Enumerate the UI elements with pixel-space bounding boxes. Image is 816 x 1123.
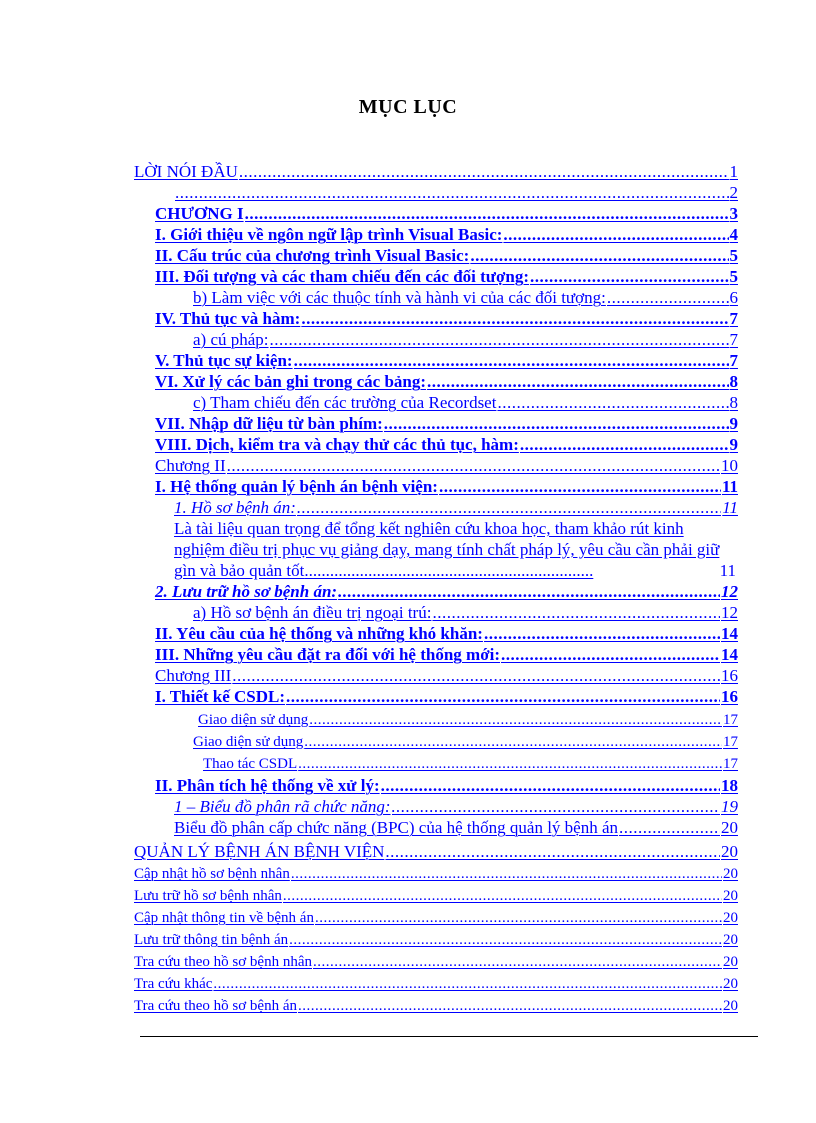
toc-entry-page: 11 [722,498,738,517]
toc-leader [619,818,720,838]
toc-entry-page: 7 [729,309,738,328]
toc-leader [384,414,729,434]
toc-entry[interactable] [155,454,738,476]
toc-entry[interactable] [174,795,738,817]
toc-entry-page: 11 [719,561,736,580]
toc-entry[interactable] [134,840,738,862]
toc-entry-page: 17 [723,756,738,772]
toc-leader [530,267,728,287]
toc-entry[interactable] [155,433,738,455]
toc-entry[interactable] [134,906,738,928]
toc-entry[interactable] [134,862,738,884]
toc-entry-text: II. Cấu trúc của chương trình Visual Basic: [155,246,470,265]
toc-entry[interactable] [134,928,738,950]
toc-entry-text: Thao tác CSDL [203,756,298,772]
toc-leader [392,797,720,817]
toc-leader [385,842,720,862]
toc-entry-text: a) cú pháp: [193,330,269,349]
toc-leader [309,710,722,730]
toc-entry-page: 8 [729,393,738,412]
toc-entry-page: 20 [721,842,738,861]
toc-entry-text: II. Phân tích hệ thống về xử lý: [155,776,380,795]
toc-leader [304,732,722,752]
toc-entry-page: 7 [729,330,738,349]
toc-entry-page: 14 [721,624,738,643]
toc-entry-page: 18 [721,776,738,795]
toc-entry-text: Cập nhật thông tin về bệnh án [134,910,314,926]
toc-entry-page: 5 [729,246,738,265]
toc-entry-text: Giao diện sử dụng [193,734,304,750]
toc-entry[interactable] [155,412,738,434]
toc-entry[interactable] [193,730,738,752]
toc-entry-page: 17 [723,712,738,728]
toc-entry-page: 14 [721,645,738,664]
bottom-divider [140,1036,758,1037]
toc-leader [501,645,720,665]
toc-entry-text: Chương II [155,456,226,475]
toc-entry[interactable] [155,643,738,665]
toc-entry-text: I. Hệ thống quản lý bệnh án bệnh viện: [155,477,438,496]
toc-leader [232,666,720,686]
toc-entry[interactable] [174,816,738,838]
toc-entry[interactable] [193,286,738,308]
toc-entry[interactable] [134,972,738,994]
toc-entry-page: 20 [721,818,738,837]
toc-entry-text: Tra cứu khác [134,976,213,992]
toc-entry-page: 12 [721,603,738,622]
toc-entry[interactable] [134,160,738,182]
toc-leader [338,582,720,602]
toc-entry[interactable] [155,475,738,497]
toc-entry[interactable] [193,391,738,413]
toc-entry[interactable] [155,370,738,392]
toc-entry[interactable] [174,181,738,203]
toc-entry-text: III. Đối tượng và các tham chiếu đến các đối tượng: [155,267,530,286]
toc-entry-paragraph[interactable]: Là tài liệu quan trọng để tổng kết nghiên cứu khoa học, tham khảo rút kinh nghiệm điều trị phục vụ giảng dạy, mang tính chất pháp lý, yêu cầu cần phải giữ gìn và bảo quản tốt.................................................................... 11 [174,519,736,580]
toc-leader [175,183,729,203]
toc-leader [245,204,729,224]
toc-entry-page: 7 [729,351,738,370]
toc-entry-text: a) Hồ sơ bệnh án điều trị ngoại trú: [193,603,432,622]
toc-entry[interactable] [155,202,738,224]
toc-entry-text: IV. Thủ tục và hàm: [155,309,301,328]
toc-leader [291,864,722,884]
toc-entry-page: 20 [723,998,738,1014]
toc-entry[interactable] [155,622,738,644]
toc-leader [497,393,728,413]
toc-entry-page: 19 [721,797,738,816]
toc-entry-page: 12 [721,582,738,601]
toc-entry[interactable] [155,349,738,371]
toc-entry[interactable] [155,685,738,707]
toc-entry-page: 2 [729,183,738,202]
toc-entry-text: Tra cứu theo hồ sơ bệnh nhân [134,954,312,970]
toc-entry[interactable] [134,950,738,972]
toc-leader [270,330,729,350]
toc-leader [432,603,720,623]
toc-entry-page: 9 [729,414,738,433]
toc-entry-page: 9 [729,435,738,454]
toc-leader [294,351,729,371]
toc-entry[interactable] [198,708,738,730]
toc-entry-text: I. Thiết kế CSDL: [155,687,286,706]
toc-leader [427,372,728,392]
toc-entry-page: 16 [721,687,738,706]
toc-entry-text: LỜI NÓI ĐẦU [134,162,238,181]
toc-entry[interactable] [155,580,738,602]
toc-entry[interactable] [193,601,738,623]
toc-leader [298,754,722,774]
toc-leader [213,974,722,994]
toc-leader [520,435,729,455]
toc-title: MỤC LỤC [358,96,458,118]
toc-leader [503,225,728,245]
toc-leader [298,996,722,1016]
toc-entry-text: Cập nhật hồ sơ bệnh nhân [134,866,290,882]
toc-entry-text: 2. Lưu trữ hồ sơ bệnh án: [155,582,338,601]
toc-entry-page: 1 [729,162,738,181]
toc-entry-page: 3 [729,204,738,223]
toc-leader [239,162,729,182]
toc-entry[interactable] [155,307,738,329]
toc-entry-page: 11 [721,477,738,496]
toc-entry[interactable] [134,994,738,1016]
toc-leader [289,930,722,950]
toc-leader [381,776,720,796]
toc-leader [484,624,720,644]
toc-leader [301,309,728,329]
toc-entry-page: 16 [721,666,738,685]
toc-entry[interactable] [155,244,738,266]
toc-leader [470,246,728,266]
toc-entry-text: Chương III [155,666,232,685]
toc-entry-page: 6 [729,288,738,307]
toc-leader [607,288,729,308]
toc-entry-text: Là tài liệu quan trọng để tổng kết nghiên cứu khoa học, tham khảo rút kinh nghiệm điều trị phục vụ giảng dạy, mang tính chất pháp lý, yêu cầu cần phải giữ gìn và bảo quản tốt [174,519,720,580]
toc-entry-text: I. Giới thiệu về ngôn ngữ lập trình Visual Basic: [155,225,503,244]
toc-entry-text: 1. Hồ sơ bệnh án: [174,498,296,517]
toc-entry-page: 5 [729,267,738,286]
toc-entry[interactable] [174,496,738,518]
toc-entry-text: b) Làm việc với các thuộc tính và hành vi của các đối tượng: [193,288,606,307]
toc-entry-text: Giao diện sử dụng [198,712,309,728]
toc-entry-text: VII. Nhập dữ liệu từ bàn phím: [155,414,383,433]
toc-entry-page: 20 [723,866,738,882]
toc-leader [439,477,721,497]
toc-leader [315,908,722,928]
toc-entry-page: 20 [723,888,738,904]
toc-leader [286,687,720,707]
toc-entry[interactable] [155,265,738,287]
toc-entry-page: 20 [723,910,738,926]
toc-entry[interactable] [134,884,738,906]
toc-entry[interactable] [203,752,738,774]
toc-entry-text: c) Tham chiếu đến các trường của Recordset [193,393,497,412]
toc-leader [227,456,720,476]
toc-entry-text: V. Thủ tục sự kiện: [155,351,293,370]
toc-entry-text: 1 – Biểu đồ phân rã chức năng: [174,797,391,816]
toc-entry-text: Biểu đồ phân cấp chức năng (BPC) của hệ thống quản lý bệnh án [174,818,619,837]
toc-entry-text: II. Yêu cầu của hệ thống và những khó khăn: [155,624,483,643]
toc-entry[interactable] [155,664,738,686]
toc-entry-page: 8 [729,372,738,391]
toc-leader [297,498,721,518]
toc-entry-text: CHƯƠNG I [155,204,244,223]
toc-entry-text: Tra cứu theo hồ sơ bệnh án [134,998,297,1014]
toc-entry-page: 20 [723,954,738,970]
toc-entry-page: 4 [729,225,738,244]
toc-entry-page: 10 [721,456,738,475]
toc-leader [283,886,722,906]
toc-leader [313,952,722,972]
toc-entry[interactable] [155,223,738,245]
toc-entry[interactable] [193,328,738,350]
toc-entry-text: VI. Xử lý các bản ghi trong các bảng: [155,372,427,391]
toc-entry-page: 20 [723,932,738,948]
toc-entry[interactable] [155,774,738,796]
toc-entry-text: III. Những yêu cầu đặt ra đối với hệ thống mới: [155,645,500,664]
toc-entry-text: VIII. Dịch, kiểm tra và chạy thử các thủ tục, hàm: [155,435,519,454]
toc-entry-text: QUẢN LÝ BỆNH ÁN BỆNH VIỆN [134,842,385,861]
toc-entry-text: Lưu trữ thông tin bệnh án [134,932,289,948]
toc-entry-page: 17 [723,734,738,750]
toc-entry-page: 20 [723,976,738,992]
toc-entry-text: Lưu trữ hồ sơ bệnh nhân [134,888,282,904]
